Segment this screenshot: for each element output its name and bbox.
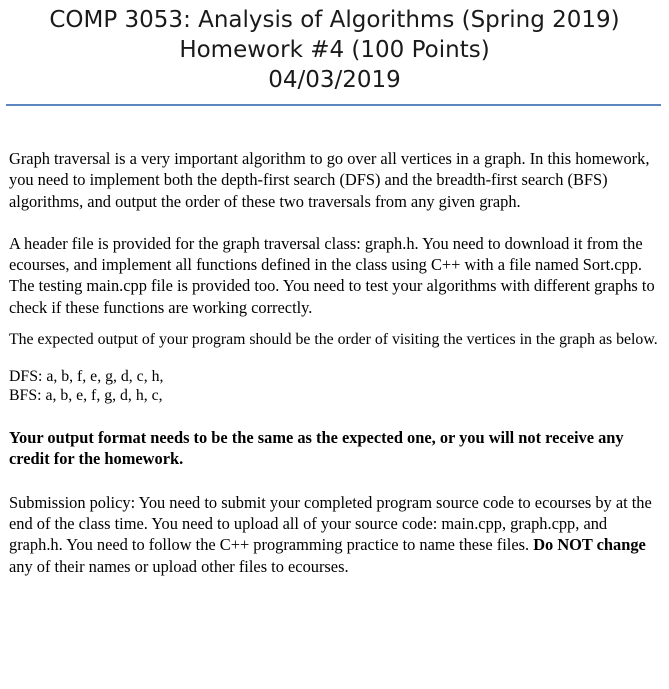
expected-output-paragraph: The expected output of your program should be the order of visiting the vertices in the graph as below. bbox=[9, 331, 658, 349]
intro-paragraph: Graph traversal is a very important algorithm to go over all vertices in a graph. In this homework, you need to implement both the depth-first search (DFS) and the breadth-first search (BFS) algorithms, and output the order of these two traversals from any given graph. bbox=[9, 149, 650, 211]
warning-paragraph: Your output format needs to be the same as the expected one, or you will not receive any credit for the homework. bbox=[9, 428, 624, 469]
course-title: COMP 3053: Analysis of Algorithms (Spring 2019) bbox=[49, 7, 620, 33]
header-divider bbox=[6, 104, 661, 106]
due-date: 04/03/2019 bbox=[268, 67, 401, 93]
header-file-paragraph: A header file is provided for the graph traversal class: graph.h. You need to download it from the ecourses, and implement all functions defined in the class using C++ with a file named Sort.cpp. The testing main.cpp file is provided too. You need to test your algorithms with different graphs to check if these functions are working correctly. bbox=[9, 233, 655, 317]
expected-output-block bbox=[9, 367, 659, 405]
submission-emphasis: Do NOT change bbox=[533, 535, 646, 555]
document-body bbox=[9, 148, 659, 577]
homework-title: Homework #4 (100 Points) bbox=[179, 37, 490, 63]
submission-text-1: Submission policy: You need to submit your completed program source code to ecourses by at the end of the class time. You need to upload all of your source code: main.cpp, graph.cpp, and graph.h. You need to follow the C++ programming practice to name these files. bbox=[9, 492, 652, 555]
bfs-output-line: BFS: a, b, e, f, g, d, h, c, bbox=[9, 387, 163, 405]
submission-policy-paragraph bbox=[9, 492, 659, 577]
dfs-output-line: DFS: a, b, f, e, g, d, c, h, bbox=[9, 368, 164, 386]
document-header bbox=[0, 0, 669, 95]
submission-text-2: any of their names or upload other files to ecourses. bbox=[9, 556, 349, 576]
